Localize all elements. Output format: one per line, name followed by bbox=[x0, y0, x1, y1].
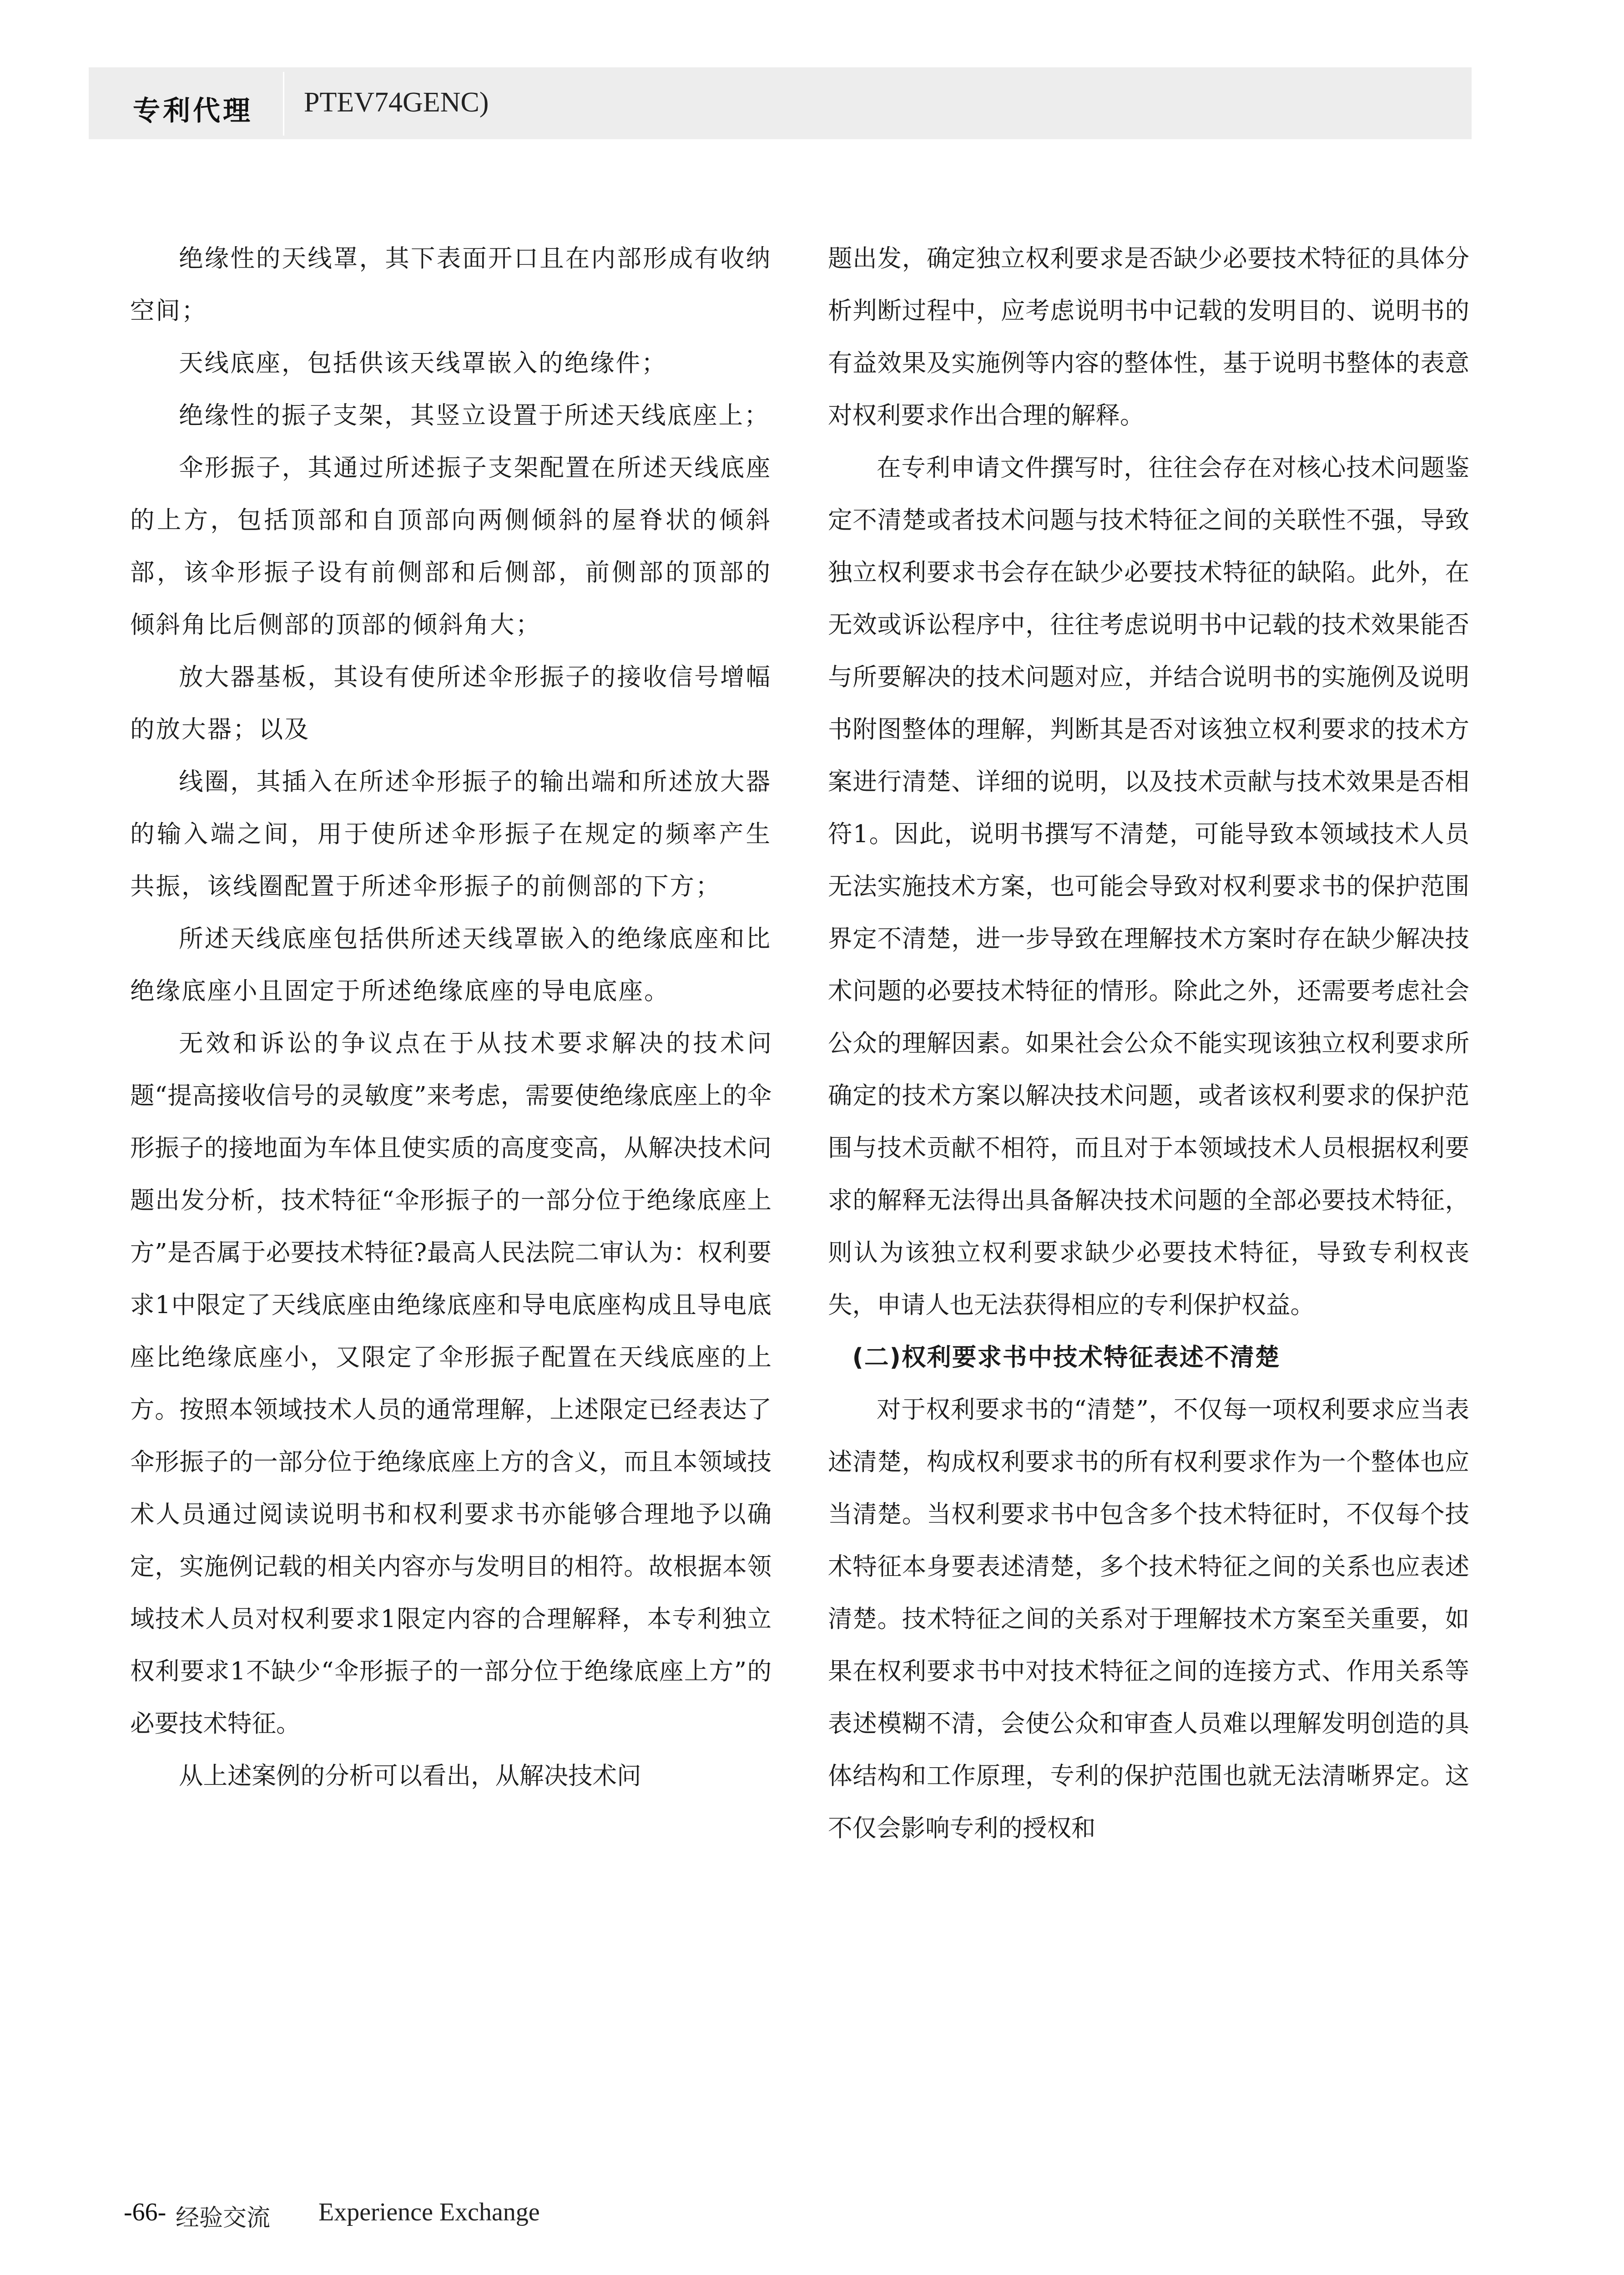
claim-item-element-bracket: 绝缘性的振子支架，其竖立设置于所述天线底座上； bbox=[179, 401, 770, 430]
claim-item-antenna-base: 天线底座，包括供该天线罩嵌入的绝缘件； bbox=[179, 349, 667, 377]
header-separator bbox=[283, 72, 284, 136]
left-column bbox=[130, 232, 772, 1802]
body-paragraph: 题出发，确定独立权利要求是否缺少必要技术特征的具体分析判断过程中，应考虑说明书中记载的发明目的、说明书的有益效果及实施例等内容的整体性，基于说明书整体的表意对权利要求作出合理的解释。 bbox=[828, 244, 1469, 430]
footer-column-name: 经验交流 bbox=[176, 2204, 271, 2232]
claim-item-coil: 线圈，其插入在所述伞形振子的输出端和所述放大器的输入端之间，用于使所述伞形振子在规定的频率产生共振，该线圈配置于所述伞形振子的前侧部的下方； bbox=[130, 767, 772, 900]
body-paragraph: 对于权利要求书的“清楚”，不仅每一项权利要求应当表述清楚，构成权利要求书的所有权利要求作为一个整体也应当清楚。当权利要求书中包含多个技术特征时，不仅每个技术特征本身要表述清楚，多个技术特征之间的关系也应表述清楚。技术特征之间的关系对于理解技术方案至关重要，如果在权利要求书中对技术特征之间的连接方式、作用关系等表述模糊不清，会使公众和审查人员难以理解发明创造的具体结构和工作原理，专利的保护范围也就无法清晰界定。这不仅会影响专利的授权和 bbox=[828, 1395, 1469, 1842]
claim-item-base-composition: 所述天线底座包括供所述天线罩嵌入的绝缘底座和比绝缘底座小且固定于所述绝缘底座的导电底座。 bbox=[130, 924, 772, 1005]
header-band bbox=[89, 67, 1472, 139]
claim-item-umbrella-element: 伞形振子，其通过所述振子支架配置在所述天线底座的上方，包括顶部和自顶部向两侧倾斜的屋脊状的倾斜部，该伞形振子设有前侧部和后侧部，前侧部的顶部的倾斜角比后侧部的顶部的倾斜角大； bbox=[130, 453, 772, 639]
page-number: -66- bbox=[124, 2198, 166, 2226]
section-title: 专利代理 bbox=[133, 95, 253, 127]
right-column bbox=[828, 232, 1469, 1854]
claim-item-radome: 绝缘性的天线罩，其下表面开口且在内部形成有收纳空间； bbox=[130, 244, 772, 325]
body-paragraph: 从上述案例的分析可以看出，从解决技术问 bbox=[179, 1761, 641, 1790]
section-heading: (二)权利要求书中技术特征表述不清楚 bbox=[852, 1343, 1281, 1371]
footer-column-name-en: Experience Exchange bbox=[318, 2198, 540, 2226]
claim-item-amplifier-board: 放大器基板，其设有使所述伞形振子的接收信号增幅的放大器；以及 bbox=[130, 662, 772, 743]
body-paragraph: 无效和诉讼的争议点在于从技术要求解决的技术问题“提高接收信号的灵敏度”来考虑，需要使绝缘底座上的伞形振子的接地面为车体且使实质的高度变高，从解决技术问题出发分析，技术特征“伞形振子的一部分位于绝缘底座上方”是否属于必要技术特征?最高人民法院二审认为：权利要求1中限定了天线底座由绝缘底座和导电底座构成且导电底座比绝缘底座小，又限定了伞形振子配置在天线底座的上方。按照本领域技术人员的通常理解，上述限定已经表达了伞形振子的一部分位于绝缘底座上方的含义，而且本领域技术人员通过阅读说明书和权利要求书亦能够合理地予以确定，实施例记载的相关内容亦与发明目的相符。故根据本领域技术人员对权利要求1限定内容的合理解释，本专利独立权利要求1不缺少“伞形振子的一部分位于绝缘底座上方”的必要技术特征。 bbox=[130, 1029, 772, 1738]
header-code: PTEV74GENC) bbox=[304, 87, 489, 118]
body-paragraph: 在专利申请文件撰写时，往往会存在对核心技术问题鉴定不清楚或者技术问题与技术特征之间的关联性不强，导致独立权利要求书会存在缺少必要技术特征的缺陷。此外，在无效或诉讼程序中，往往考虑说明书中记载的技术效果能否与所要解决的技术问题对应，并结合说明书的实施例及说明书附图整体的理解，判断其是否对该独立权利要求的技术方案进行清楚、详细的说明，以及技术贡献与技术效果是否相符1。因此，说明书撰写不清楚，可能导致本领域技术人员无法实施技术方案，也可能会导致对权利要求书的保护范围界定不清楚，进一步导致在理解技术方案时存在缺少解决技术问题的必要技术特征的情形。除此之外，还需要考虑社会公众的理解因素。如果社会公众不能实现该独立权利要求所确定的技术方案以解决技术问题，或者该权利要求的保护范围与技术贡献不相符，而且对于本领域技术人员根据权利要求的解释无法得出具备解决技术问题的全部必要技术特征，则认为该独立权利要求缺少必要技术特征，导致专利权丧失，申请人也无法获得相应的专利保护权益。 bbox=[828, 453, 1469, 1319]
